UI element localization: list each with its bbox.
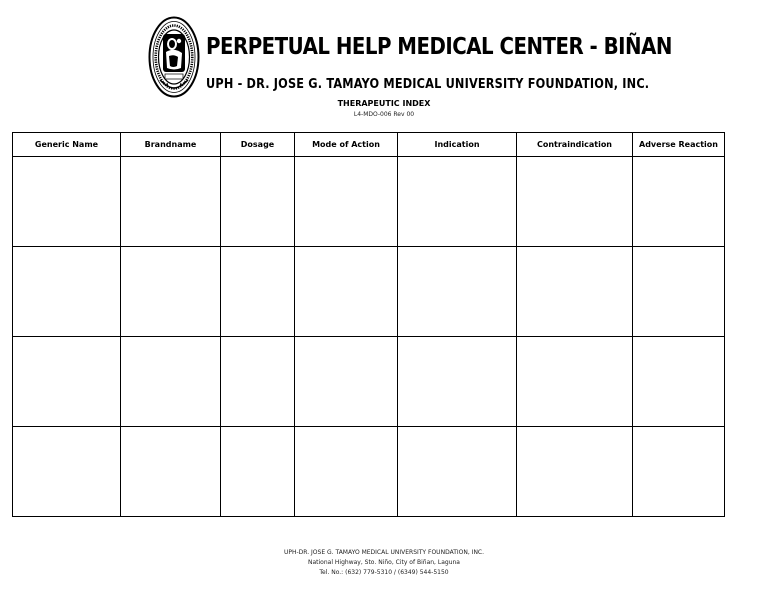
table-cell-dosage[interactable] bbox=[221, 337, 295, 427]
column-header-indication: Indication bbox=[398, 133, 517, 157]
table-cell-adverse-reaction[interactable] bbox=[633, 157, 725, 247]
column-header-generic-name: Generic Name bbox=[13, 133, 121, 157]
table-cell-brandname[interactable] bbox=[121, 427, 221, 517]
table-row bbox=[13, 337, 725, 427]
table-header-row bbox=[13, 133, 725, 157]
table-cell-mode-of-action[interactable] bbox=[295, 247, 398, 337]
table-cell-indication[interactable] bbox=[398, 427, 517, 517]
table-cell-contraindication[interactable] bbox=[517, 337, 633, 427]
table-row bbox=[13, 247, 725, 337]
table-cell-brandname[interactable] bbox=[121, 247, 221, 337]
table-cell-adverse-reaction[interactable] bbox=[633, 247, 725, 337]
organization-name: PERPETUAL HELP MEDICAL CENTER - BIÑAN bbox=[206, 34, 672, 60]
footer-phone-line: Tel. No.: (632) 779-5310 / (6349) 544-5150 bbox=[319, 569, 449, 576]
table-cell-mode-of-action[interactable] bbox=[295, 337, 398, 427]
university-seal-icon bbox=[148, 16, 200, 98]
table-cell-generic-name[interactable] bbox=[13, 337, 121, 427]
table-cell-generic-name[interactable] bbox=[13, 427, 121, 517]
table-cell-mode-of-action[interactable] bbox=[295, 427, 398, 517]
table-cell-indication[interactable] bbox=[398, 157, 517, 247]
table-cell-adverse-reaction[interactable] bbox=[633, 337, 725, 427]
foundation-name: UPH - DR. JOSE G. TAMAYO MEDICAL UNIVERSITY FOUNDATION, INC. bbox=[206, 77, 650, 92]
table-cell-contraindication[interactable] bbox=[517, 427, 633, 517]
column-header-brandname: Brandname bbox=[121, 133, 221, 157]
document-title: THERAPEUTIC INDEX bbox=[337, 99, 431, 108]
table-cell-brandname[interactable] bbox=[121, 337, 221, 427]
column-header-adverse-reaction: Adverse Reaction bbox=[633, 133, 725, 157]
document-code: L4-MDO-006 Rev 00 bbox=[353, 111, 415, 118]
table-cell-contraindication[interactable] bbox=[517, 247, 633, 337]
column-header-mode-of-action: Mode of Action bbox=[295, 133, 398, 157]
table-cell-adverse-reaction[interactable] bbox=[633, 427, 725, 517]
table-cell-generic-name[interactable] bbox=[13, 157, 121, 247]
table-cell-contraindication[interactable] bbox=[517, 157, 633, 247]
table-cell-brandname[interactable] bbox=[121, 157, 221, 247]
column-header-contraindication: Contraindication bbox=[517, 133, 633, 157]
therapeutic-index-table bbox=[12, 132, 725, 517]
table-row bbox=[13, 427, 725, 517]
table-row bbox=[13, 157, 725, 247]
table-cell-dosage[interactable] bbox=[221, 247, 295, 337]
table-cell-mode-of-action[interactable] bbox=[295, 157, 398, 247]
letterhead bbox=[148, 14, 672, 100]
table-cell-dosage[interactable] bbox=[221, 157, 295, 247]
table-cell-indication[interactable] bbox=[398, 247, 517, 337]
footer-foundation-line: UPH-DR. JOSE G. TAMAYO MEDICAL UNIVERSITY FOUNDATION, INC. bbox=[283, 549, 485, 556]
table-cell-dosage[interactable] bbox=[221, 427, 295, 517]
footer-address-line: National Highway, Sto. Niño, City of Biñan, Laguna bbox=[308, 559, 460, 566]
column-header-dosage: Dosage bbox=[221, 133, 295, 157]
footer-address bbox=[0, 548, 768, 578]
table-cell-generic-name[interactable] bbox=[13, 247, 121, 337]
table-cell-indication[interactable] bbox=[398, 337, 517, 427]
